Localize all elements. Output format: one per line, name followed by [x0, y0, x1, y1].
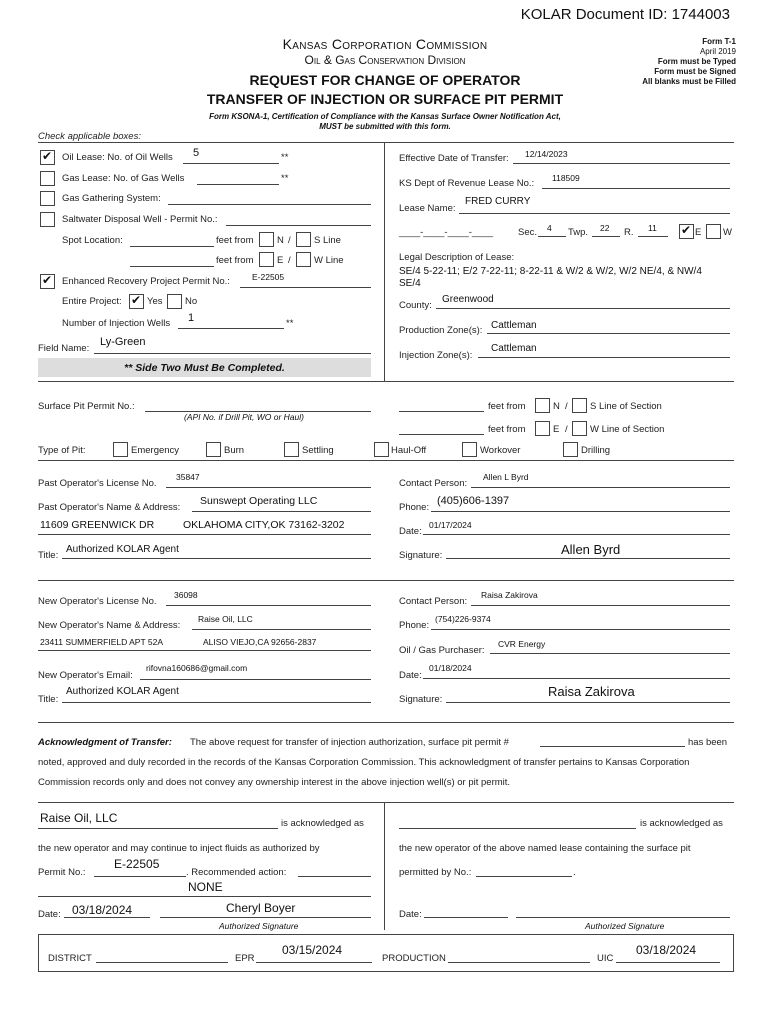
oil-lease-label: Oil Lease: No. of Oil Wells — [62, 152, 173, 163]
new-address-city[interactable]: ALISO VIEJO,CA 92656-2837 — [203, 637, 317, 647]
location-dashes: ____-____-____-____ — [399, 227, 494, 238]
surface-pit-label: Surface Pit Permit No.: — [38, 401, 135, 412]
pit-ew-feet-field[interactable] — [399, 434, 484, 435]
county-value[interactable]: Greenwood — [442, 294, 494, 305]
effective-date-label: Effective Date of Transfer: — [399, 153, 509, 164]
new-email-value[interactable]: rifovna160686@gmail.com — [146, 663, 248, 673]
pit-w-checkbox[interactable] — [572, 421, 587, 436]
check-mark-icon: ✔ — [42, 273, 53, 287]
new-date-label: Date: — [399, 670, 422, 681]
lease-name-value[interactable]: FRED CURRY — [465, 196, 531, 207]
past-license-value[interactable]: 35847 — [176, 472, 200, 482]
s-line-label: S Line — [314, 235, 341, 246]
injection-zone-value[interactable]: Cattleman — [491, 343, 537, 354]
past-phone-label: Phone: — [399, 502, 430, 513]
epr-date[interactable]: 03/15/2024 — [282, 943, 343, 957]
document-id: KOLAR Document ID: 1744003 — [520, 6, 730, 23]
type-of-pit-label: Type of Pit: — [38, 445, 86, 456]
check-mark-icon: ✔ — [681, 223, 692, 237]
past-date-label: Date: — [399, 526, 422, 537]
new-title-value[interactable]: Authorized KOLAR Agent — [66, 686, 179, 697]
ack-right-text: the new operator of the above named lease containing the surface pit — [399, 843, 691, 854]
new-license-value[interactable]: 36098 — [174, 590, 198, 600]
ack-left-text: the new operator and may continue to inject fluids as authorized by — [38, 843, 320, 854]
slash: / — [565, 424, 568, 435]
new-phone-label: Phone: — [399, 620, 430, 631]
county-label: County: — [399, 300, 432, 311]
ks-lease-no-label: KS Dept of Revenue Lease No.: — [399, 178, 535, 189]
side-two-notice: ** Side Two Must Be Completed. — [124, 362, 285, 374]
pit-settling-checkbox[interactable] — [284, 442, 299, 457]
pit-burn-checkbox[interactable] — [206, 442, 221, 457]
no-label: No — [185, 296, 198, 307]
new-contact-label: Contact Person: — [399, 596, 468, 607]
ack-left-date-value[interactable]: 03/18/2024 — [72, 903, 133, 917]
range-w-checkbox[interactable] — [706, 224, 721, 239]
n-label: N — [277, 235, 284, 246]
w-line-label: W Line — [314, 255, 344, 266]
pit-drilling-checkbox[interactable] — [563, 442, 578, 457]
slash: / — [565, 401, 568, 412]
injection-zone-label: Injection Zone(s): — [399, 350, 473, 361]
effective-date-value[interactable]: 12/14/2023 — [525, 149, 568, 159]
feet-from-label: feet from — [216, 255, 254, 266]
gas-gathering-checkbox[interactable] — [40, 191, 55, 206]
pit-s-checkbox[interactable] — [572, 398, 587, 413]
section-divider — [38, 802, 734, 803]
ack-text-2: noted, approved and duly recorded in the records of the Kansas Corporation Commission. This acknowledgment of transfer pertains to Kansas Corporation — [38, 757, 690, 768]
pit-type-drilling: Drilling — [581, 445, 611, 456]
ack-right-date-label: Date: — [399, 909, 422, 920]
pit-workover-checkbox[interactable] — [462, 442, 477, 457]
saltwater-label: Saltwater Disposal Well - Permit No.: — [62, 214, 218, 225]
past-contact-value[interactable]: Allen L Byrd — [483, 472, 529, 482]
ack-right-is-ack: is acknowledged as — [640, 818, 723, 829]
pit-type-hauloff: Haul-Off — [391, 445, 427, 456]
ack-left-operator[interactable]: Raise Oil, LLC — [40, 811, 118, 825]
past-name-label: Past Operator's Name & Address: — [38, 502, 181, 513]
ack-left-date-label: Date: — [38, 909, 61, 920]
slash: / — [288, 235, 291, 246]
form-note-filled: All blanks must be Filled — [642, 77, 736, 86]
form-note-typed: Form must be Typed — [657, 57, 736, 66]
field-name-label: Field Name: — [38, 343, 90, 354]
pit-e-checkbox[interactable] — [535, 421, 550, 436]
check-mark-icon: ✔ — [42, 149, 53, 163]
ack-left-auth-signature: Authorized Signature — [219, 921, 299, 931]
pit-n-checkbox[interactable] — [535, 398, 550, 413]
feet-from-label: feet from — [488, 424, 526, 435]
production-zone-value[interactable]: Cattleman — [491, 320, 537, 331]
new-name-value[interactable]: Raise Oil, LLC — [198, 614, 253, 624]
new-signature-value[interactable]: Raisa Zakirova — [548, 684, 635, 699]
new-email-label: New Operator's Email: — [38, 670, 133, 681]
past-address-street[interactable]: 11609 GREENWICK DR — [40, 519, 155, 531]
section-divider — [38, 460, 734, 461]
e-label: E — [695, 227, 702, 238]
past-address-city[interactable]: OKLAHOMA CITY,OK 73162-3202 — [183, 519, 345, 531]
stars: ** — [286, 318, 294, 329]
sec-value[interactable]: 4 — [547, 223, 552, 233]
vertical-divider — [384, 803, 385, 930]
top-divider — [38, 142, 734, 143]
form-subtitle-2: MUST be submitted with this form. — [319, 122, 451, 131]
spot-w-checkbox[interactable] — [296, 252, 311, 267]
gas-lease-label: Gas Lease: No. of Gas Wells — [62, 173, 185, 184]
production-label: PRODUCTION — [382, 953, 446, 964]
uic-date[interactable]: 03/18/2024 — [636, 943, 697, 957]
pit-type-emergency: Emergency — [131, 445, 180, 456]
w-label: W — [723, 227, 732, 238]
new-contact-value[interactable]: Raisa Zakirova — [481, 590, 538, 600]
stars: ** — [281, 152, 289, 163]
saltwater-checkbox[interactable] — [40, 212, 55, 227]
ack-has-been: has been — [688, 737, 728, 748]
past-license-label: Past Operator's License No. — [38, 478, 157, 489]
spot-n-checkbox[interactable] — [259, 232, 274, 247]
spot-location-label: Spot Location: — [62, 235, 123, 246]
ack-right-signature-field[interactable] — [516, 917, 730, 918]
new-license-label: New Operator's License No. — [38, 596, 157, 607]
twp-label: Twp. — [568, 227, 589, 238]
stars: ** — [281, 173, 289, 184]
s-line-label: S Line of Section — [590, 401, 662, 412]
slash: / — [288, 255, 291, 266]
ack-right-date-field[interactable] — [424, 917, 508, 918]
production-field[interactable] — [448, 962, 590, 963]
form-title-1: REQUEST FOR CHANGE OF OPERATOR — [249, 72, 521, 88]
pit-type-burn: Burn — [224, 445, 245, 456]
ack-left-is-ack: is acknowledged as — [281, 818, 364, 829]
ack-heading: Acknowledgment of Transfer: — [38, 737, 172, 748]
ack-recommended-field[interactable] — [298, 876, 371, 877]
past-date-value[interactable]: 01/17/2024 — [429, 520, 472, 530]
section-divider — [38, 722, 734, 723]
ack-right-auth-signature: Authorized Signature — [585, 921, 665, 931]
sec-label: Sec. — [518, 227, 538, 238]
range-value[interactable]: 11 — [648, 223, 657, 233]
vertical-divider — [384, 143, 385, 381]
feet-from-label: feet from — [488, 401, 526, 412]
entire-project-label: Entire Project: — [62, 296, 122, 307]
ack-permitted-field[interactable] — [476, 876, 572, 877]
new-name-label: New Operator's Name & Address: — [38, 620, 181, 631]
section-divider — [38, 580, 734, 581]
api-note: (API No. if Drill Pit, WO or Haul) — [184, 412, 304, 422]
twp-value[interactable]: 22 — [600, 223, 610, 233]
injection-wells-label: Number of Injection Wells — [62, 318, 171, 329]
spot-e-checkbox[interactable] — [259, 252, 274, 267]
enhanced-recovery-label: Enhanced Recovery Project Permit No.: — [62, 276, 230, 287]
check-mark-icon: ✔ — [131, 293, 142, 307]
form-subtitle-1: Form KSONA-1, Certification of Compliance with the Kansas Surface Owner Notification Act, — [209, 112, 561, 121]
feet-from-label: feet from — [216, 235, 254, 246]
uic-label: UIC — [597, 953, 614, 964]
ack-text-1: The above request for transfer of injection authorization, surface pit permit # — [190, 737, 509, 748]
new-date-value[interactable]: 01/18/2024 — [429, 663, 472, 673]
form-number: Form T-1 — [702, 37, 736, 46]
ack-left-signature[interactable]: Cheryl Boyer — [226, 901, 296, 915]
ack-text-3: Commission records only and does not convey any ownership interest in the above injection well(s) or pit permit. — [38, 777, 511, 788]
new-address-street[interactable]: 23411 SUMMERFIELD APT 52A — [40, 637, 163, 647]
ack-recommended-value[interactable]: NONE — [188, 880, 223, 894]
legal-description-line-2[interactable]: SE/4 — [399, 278, 421, 289]
pit-hauloff-checkbox[interactable] — [374, 442, 389, 457]
ack-pit-permit-field[interactable] — [540, 746, 685, 747]
ack-permit-label: Permit No.: — [38, 867, 86, 878]
gas-gathering-label: Gas Gathering System: — [62, 193, 161, 204]
spot-s-checkbox[interactable] — [296, 232, 311, 247]
pit-emergency-checkbox[interactable] — [113, 442, 128, 457]
form-date: April 2019 — [699, 47, 736, 56]
field-name-value[interactable]: Ly-Green — [100, 336, 146, 348]
district-label: DISTRICT — [48, 953, 92, 964]
spot-ns-feet-field[interactable] — [130, 246, 214, 247]
w-line-label: W Line of Section — [590, 424, 665, 435]
gas-lease-checkbox[interactable] — [40, 171, 55, 186]
pit-type-workover: Workover — [480, 445, 521, 456]
gas-gathering-field[interactable] — [168, 204, 371, 205]
injection-wells-value[interactable]: 1 — [188, 312, 195, 324]
production-zone-label: Production Zone(s): — [399, 325, 483, 336]
past-title-label: Title: — [38, 550, 59, 561]
check-boxes-label: Check applicable boxes: — [38, 131, 141, 142]
ks-lease-no-value[interactable]: 118509 — [552, 173, 580, 183]
agency-name: Kansas Corporation Commission — [282, 36, 488, 52]
yes-label: Yes — [147, 296, 163, 307]
past-title-value[interactable]: Authorized KOLAR Agent — [66, 544, 179, 555]
section-divider — [38, 381, 734, 382]
form-note-signed: Form must be Signed — [654, 67, 736, 76]
pit-type-settling: Settling — [302, 445, 334, 456]
n-label: N — [553, 401, 560, 412]
pit-ns-feet-field[interactable] — [399, 411, 484, 412]
r-label: R. — [624, 227, 634, 238]
legal-description-label: Legal Description of Lease: — [399, 252, 515, 263]
past-phone-value[interactable]: (405)606-1397 — [437, 495, 510, 507]
ack-permit-value[interactable]: E-22505 — [114, 857, 160, 871]
division-name: Oil & Gas Conservation Division — [304, 53, 466, 67]
legal-description-line-1[interactable]: SE/4 5-22-11; E/2 7-22-11; 8-22-11 & W/2 & W/2, W/2 NE/4, & NW/4 — [399, 266, 702, 277]
e-label: E — [277, 255, 284, 266]
past-name-value[interactable]: Sunswept Operating LLC — [200, 495, 318, 507]
past-signature-value[interactable]: Allen Byrd — [561, 542, 621, 557]
purchaser-value[interactable]: CVR Energy — [498, 639, 546, 649]
saltwater-field[interactable] — [226, 225, 371, 226]
new-title-label: Title: — [38, 694, 59, 705]
e-label: E — [553, 424, 560, 435]
ack-right-operator-field[interactable] — [399, 828, 636, 829]
enhanced-permit-value[interactable]: E-22505 — [252, 272, 285, 282]
spot-ew-feet-field[interactable] — [130, 266, 214, 267]
ack-recommended-label: . Recommended action: — [186, 867, 287, 878]
form-title-2: TRANSFER OF INJECTION OR SURFACE PIT PERMIT — [206, 91, 564, 107]
gas-wells-field[interactable] — [197, 184, 279, 185]
purchaser-label: Oil / Gas Purchaser: — [399, 645, 485, 656]
period: . — [573, 867, 576, 878]
epr-label: EPR — [235, 953, 255, 964]
new-phone-value[interactable]: (754)226-9374 — [435, 614, 491, 624]
past-contact-label: Contact Person: — [399, 478, 468, 489]
oil-wells-value[interactable]: 5 — [193, 147, 200, 159]
ack-permitted-label: permitted by No.: — [399, 867, 472, 878]
entire-no-checkbox[interactable] — [167, 294, 182, 309]
past-signature-label: Signature: — [399, 550, 443, 561]
district-field[interactable] — [96, 962, 228, 963]
lease-name-label: Lease Name: — [399, 203, 456, 214]
new-signature-label: Signature: — [399, 694, 443, 705]
